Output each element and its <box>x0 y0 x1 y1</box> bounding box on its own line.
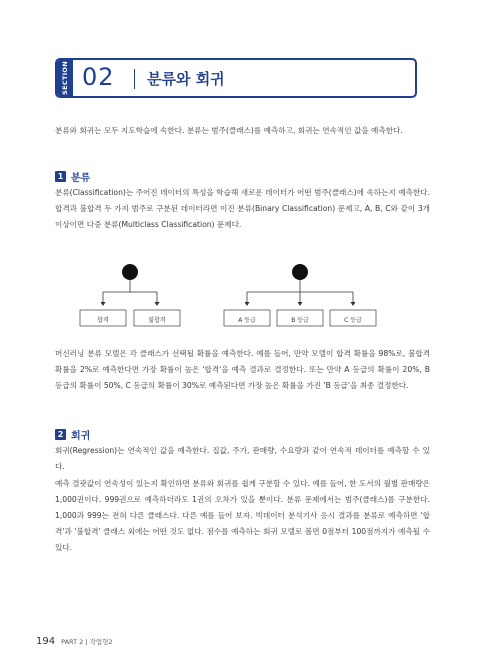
subsection-regression-heading <box>55 427 90 442</box>
subsection-badge: 2 <box>55 429 66 440</box>
part-label: PART 2 | 작업형2 <box>61 638 113 646</box>
section-number: 02 <box>82 63 115 91</box>
regression-paragraph-2: 예측 결괏값이 연속성이 있는지 확인하면 분류와 회귀를 쉽게 구분할 수 있다. 예를 들어, 한 도서의 월별 판매량은 1,000권이다. 999권으로 예측하더라도 1권의 오차가 있을 뿐이다. 분류 문제에서는 범주(클래스)를 구분한다. 1,000과 999는 전혀 다른 클래스다. 다른 예를 들어 보자. 빅데이터 분석기사 응시 결과를 분류로 예측하면 '합격'과 '불합격' 클래스 외에는 어떤 것도 없다. 점수를 예측하는 회귀 모델로 볼면 0점부터 100점까지가 예측될 수 있다. <box>55 479 430 552</box>
multi-label-a: A 등급 <box>238 317 256 324</box>
section-header <box>55 58 417 98</box>
section-title: 분류와 회귀 <box>147 70 225 88</box>
binary-label-pass: 합격 <box>97 317 109 324</box>
regression-paragraph: 회귀(Regression)는 연속적인 값을 예측한다. 집값, 주가, 판매량, 수요량과 같이 연속적 데이터를 예측할 수 있다. <box>55 446 430 471</box>
section-divider <box>134 69 135 89</box>
subsection-classification-heading <box>55 169 90 184</box>
page-number: 194 <box>36 636 56 647</box>
section-tab <box>57 60 73 96</box>
binary-label-fail: 불합격 <box>148 317 166 324</box>
multi-root-node <box>292 264 308 280</box>
classification-paragraph-2: 머신러닝 분류 모델은 각 클래스가 선택될 확률을 예측한다. 예를 들어, 만약 모델이 합격 확률을 98%로, 불합격 확률을 2%로 예측한다면 가장 확률이 높은 '합격'을 예측 결과로 결정한다. 또는 만약 A 등급의 확률이 20%, B 등급의 확률이 50%, C 등급의 확률이 30%로 예측된다면 가장 높은 확률을 가진 'B 등급'을 최종 결정한다. <box>55 349 430 390</box>
multi-label-b: B 등급 <box>291 317 309 324</box>
classification-tree-svg <box>55 258 430 338</box>
section-tab-label: SECTION <box>61 61 69 95</box>
subsection-title: 분류 <box>71 173 91 184</box>
binary-root-node <box>122 264 138 280</box>
subsection-title: 회귀 <box>71 431 91 442</box>
subsection-badge: 1 <box>55 171 66 182</box>
classification-diagram <box>55 258 430 338</box>
multi-label-c: C 등급 <box>344 317 362 324</box>
classification-paragraph: 분류(Classification)는 주어진 데이터의 특성을 학습해 새로운 데이터가 어떤 범주(클래스)에 속하는지 예측한다. 합격과 불합격 두 가지 범주로 구분된 데이터라면 이진 분류(Binary Classification) 문제고, A, B, C와 같이 3개 이상이면 다중 분류(Multiclass Classification) 문제다. <box>55 188 430 229</box>
page-footer <box>36 636 113 647</box>
intro-paragraph: 분류와 회귀는 모두 지도학습에 속한다. 분류는 범주(클래스)를 예측하고, 회귀는 연속적인 값을 예측한다. <box>55 126 403 135</box>
